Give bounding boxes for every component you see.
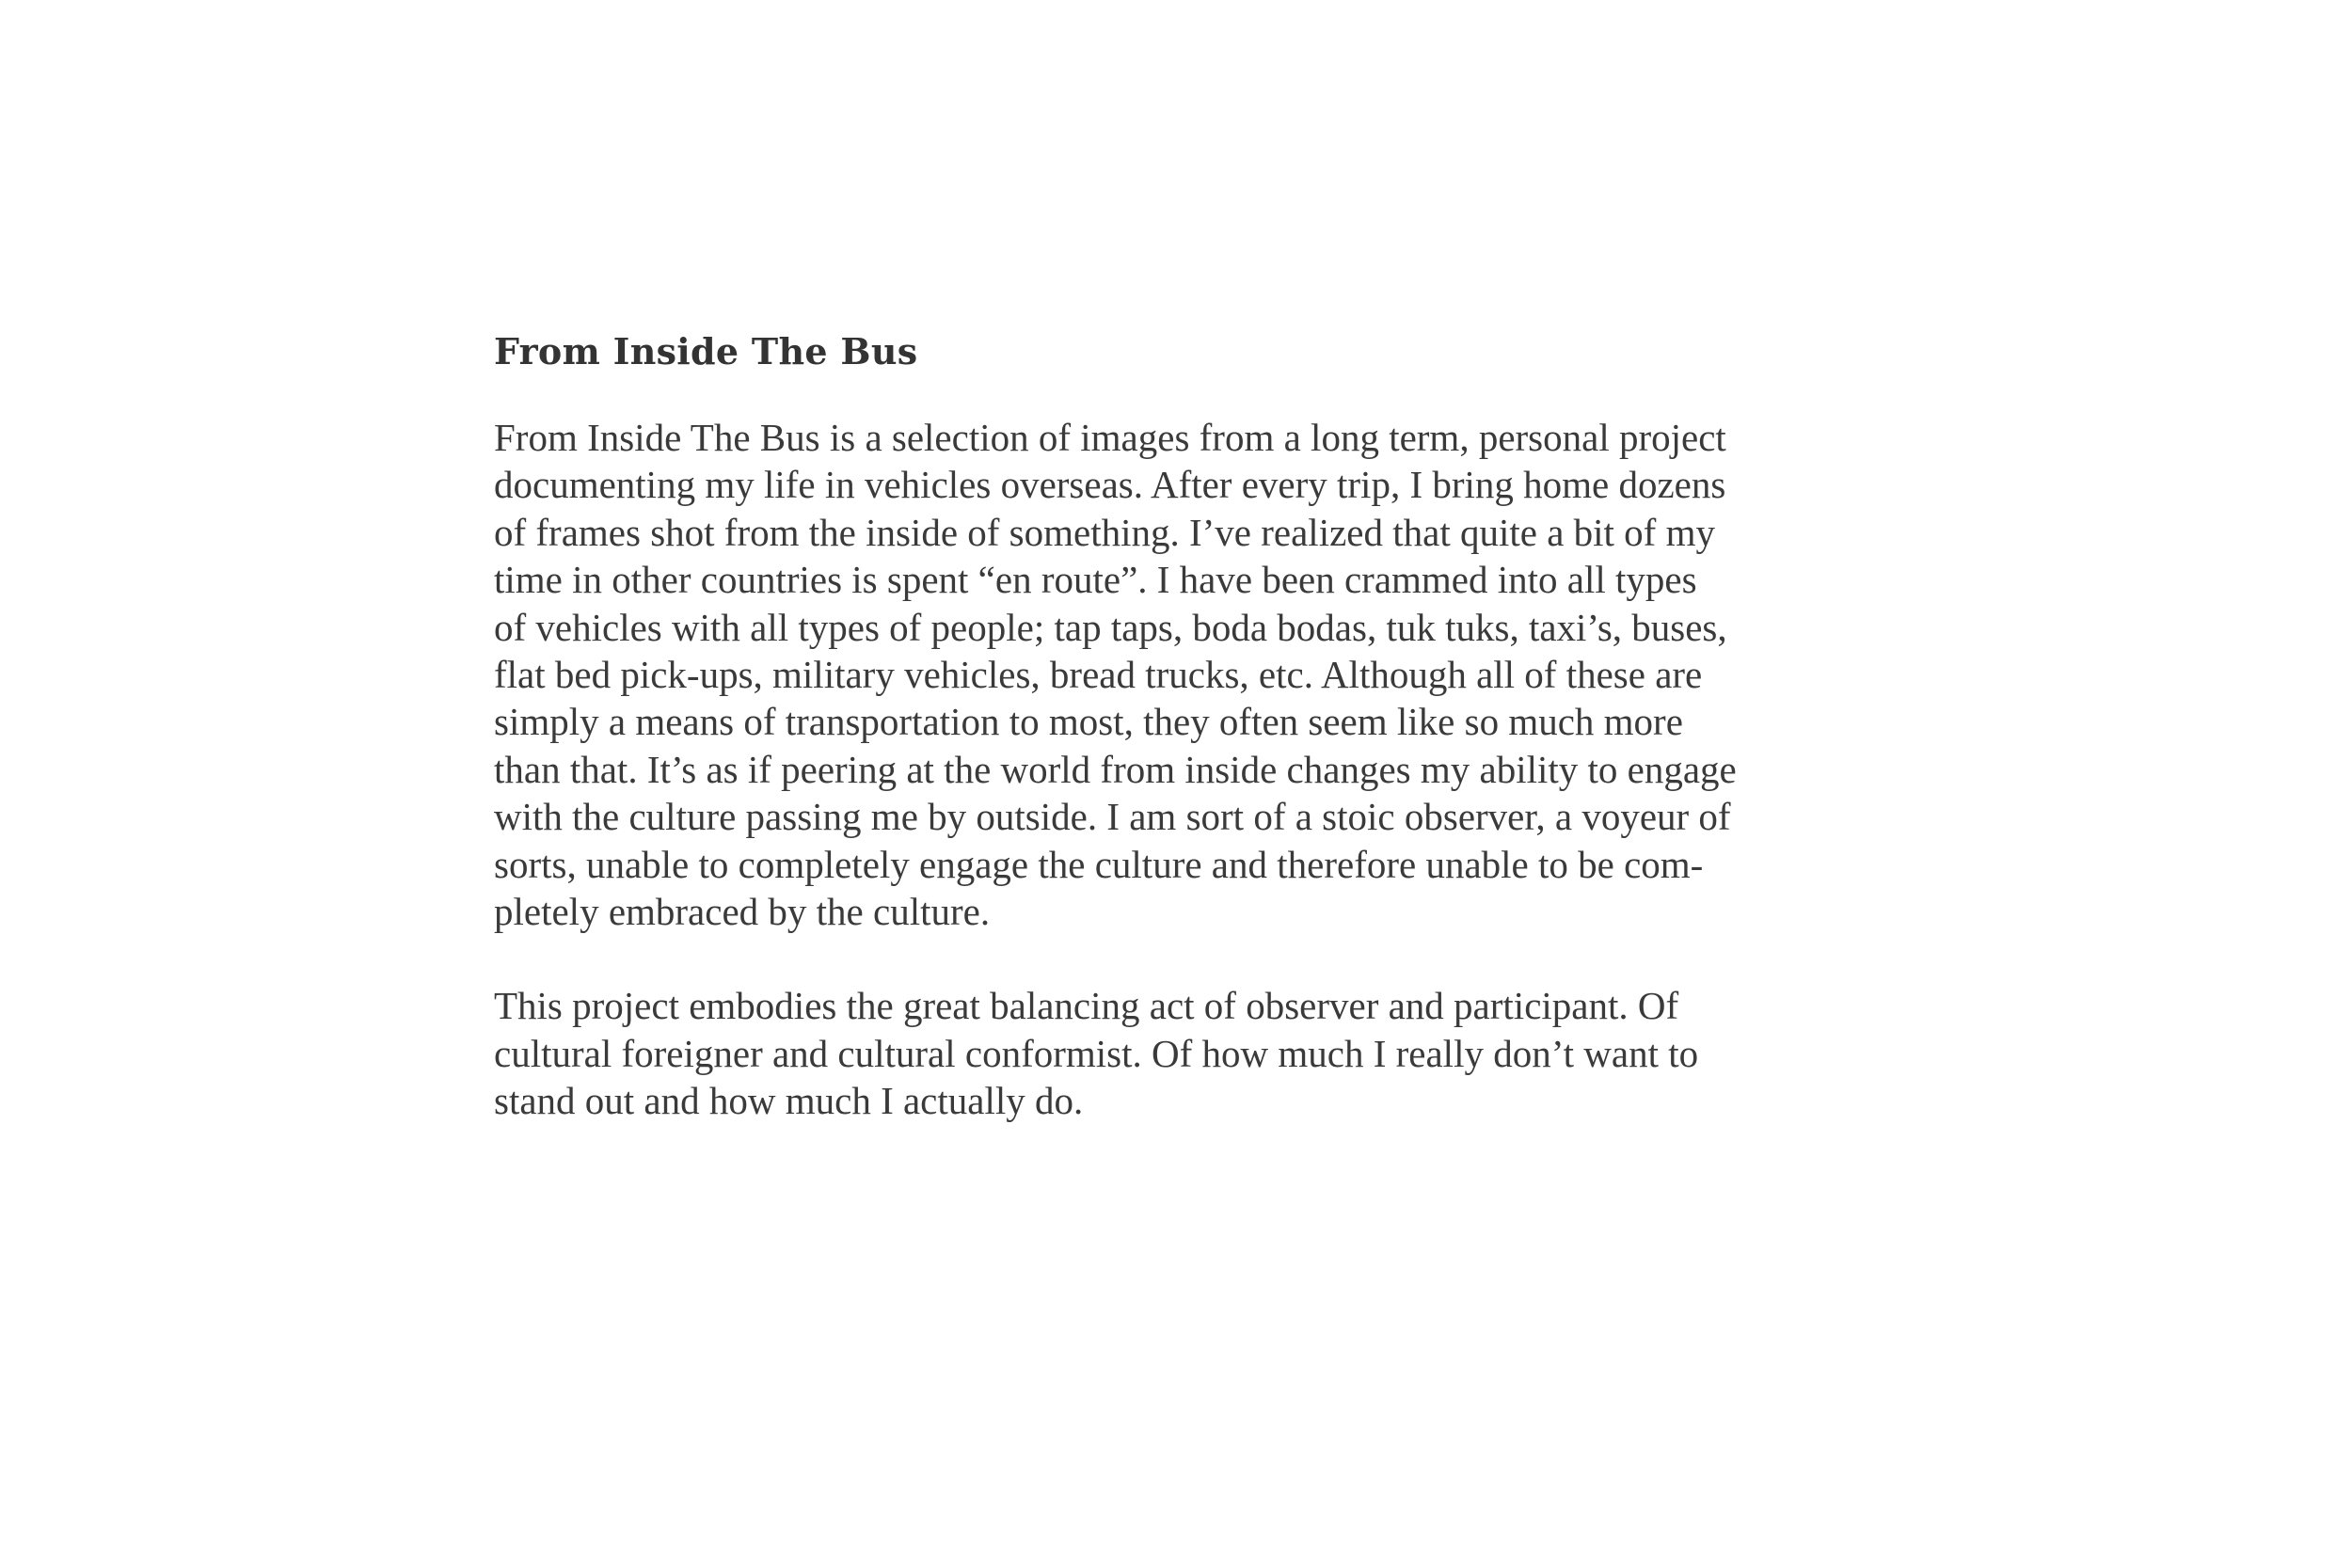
text-line: cultural foreigner and cultural conformist. Of how much I really don’t want to bbox=[494, 1031, 1699, 1075]
text-line: From Inside The Bus is a selection of images from a long term, personal project bbox=[494, 416, 1726, 459]
text-line: stand out and how much I actually do. bbox=[494, 1079, 1084, 1123]
text-line: time in other countries is spent “en route”. I have been crammed into all types bbox=[494, 558, 1697, 602]
text-line: This project embodies the great balancing act of observer and participant. Of bbox=[494, 984, 1679, 1028]
text-line: with the culture passing me by outside. I am sort of a stoic observer, a voyeur of bbox=[494, 795, 1731, 839]
artist-statement bbox=[494, 320, 1905, 1125]
text-line: simply a means of transportation to most, they often seem like so much more bbox=[494, 700, 1683, 744]
text-line: flat bed pick-ups, military vehicles, bread trucks, etc. Although all of these are bbox=[494, 653, 1703, 697]
document-title: From Inside The Bus bbox=[494, 330, 918, 372]
text-line: than that. It’s as if peering at the world from inside changes my ability to engage bbox=[494, 747, 1737, 791]
paragraph-2 bbox=[494, 982, 1905, 1124]
text-line: documenting my life in vehicles overseas. After every trip, I bring home dozens bbox=[494, 463, 1726, 507]
text-line: of frames shot from the inside of something. I’ve realized that quite a bit of my bbox=[494, 510, 1715, 554]
text-line: of vehicles with all types of people; tap taps, boda bodas, tuk tuks, taxi’s, buses, bbox=[494, 605, 1727, 649]
text-line: sorts, unable to completely engage the culture and therefore unable to be com- bbox=[494, 842, 1704, 886]
spacer bbox=[494, 935, 1905, 982]
spacer bbox=[494, 384, 1905, 414]
paragraph-1 bbox=[494, 414, 1905, 935]
text-line: pletely embraced by the culture. bbox=[494, 890, 991, 934]
